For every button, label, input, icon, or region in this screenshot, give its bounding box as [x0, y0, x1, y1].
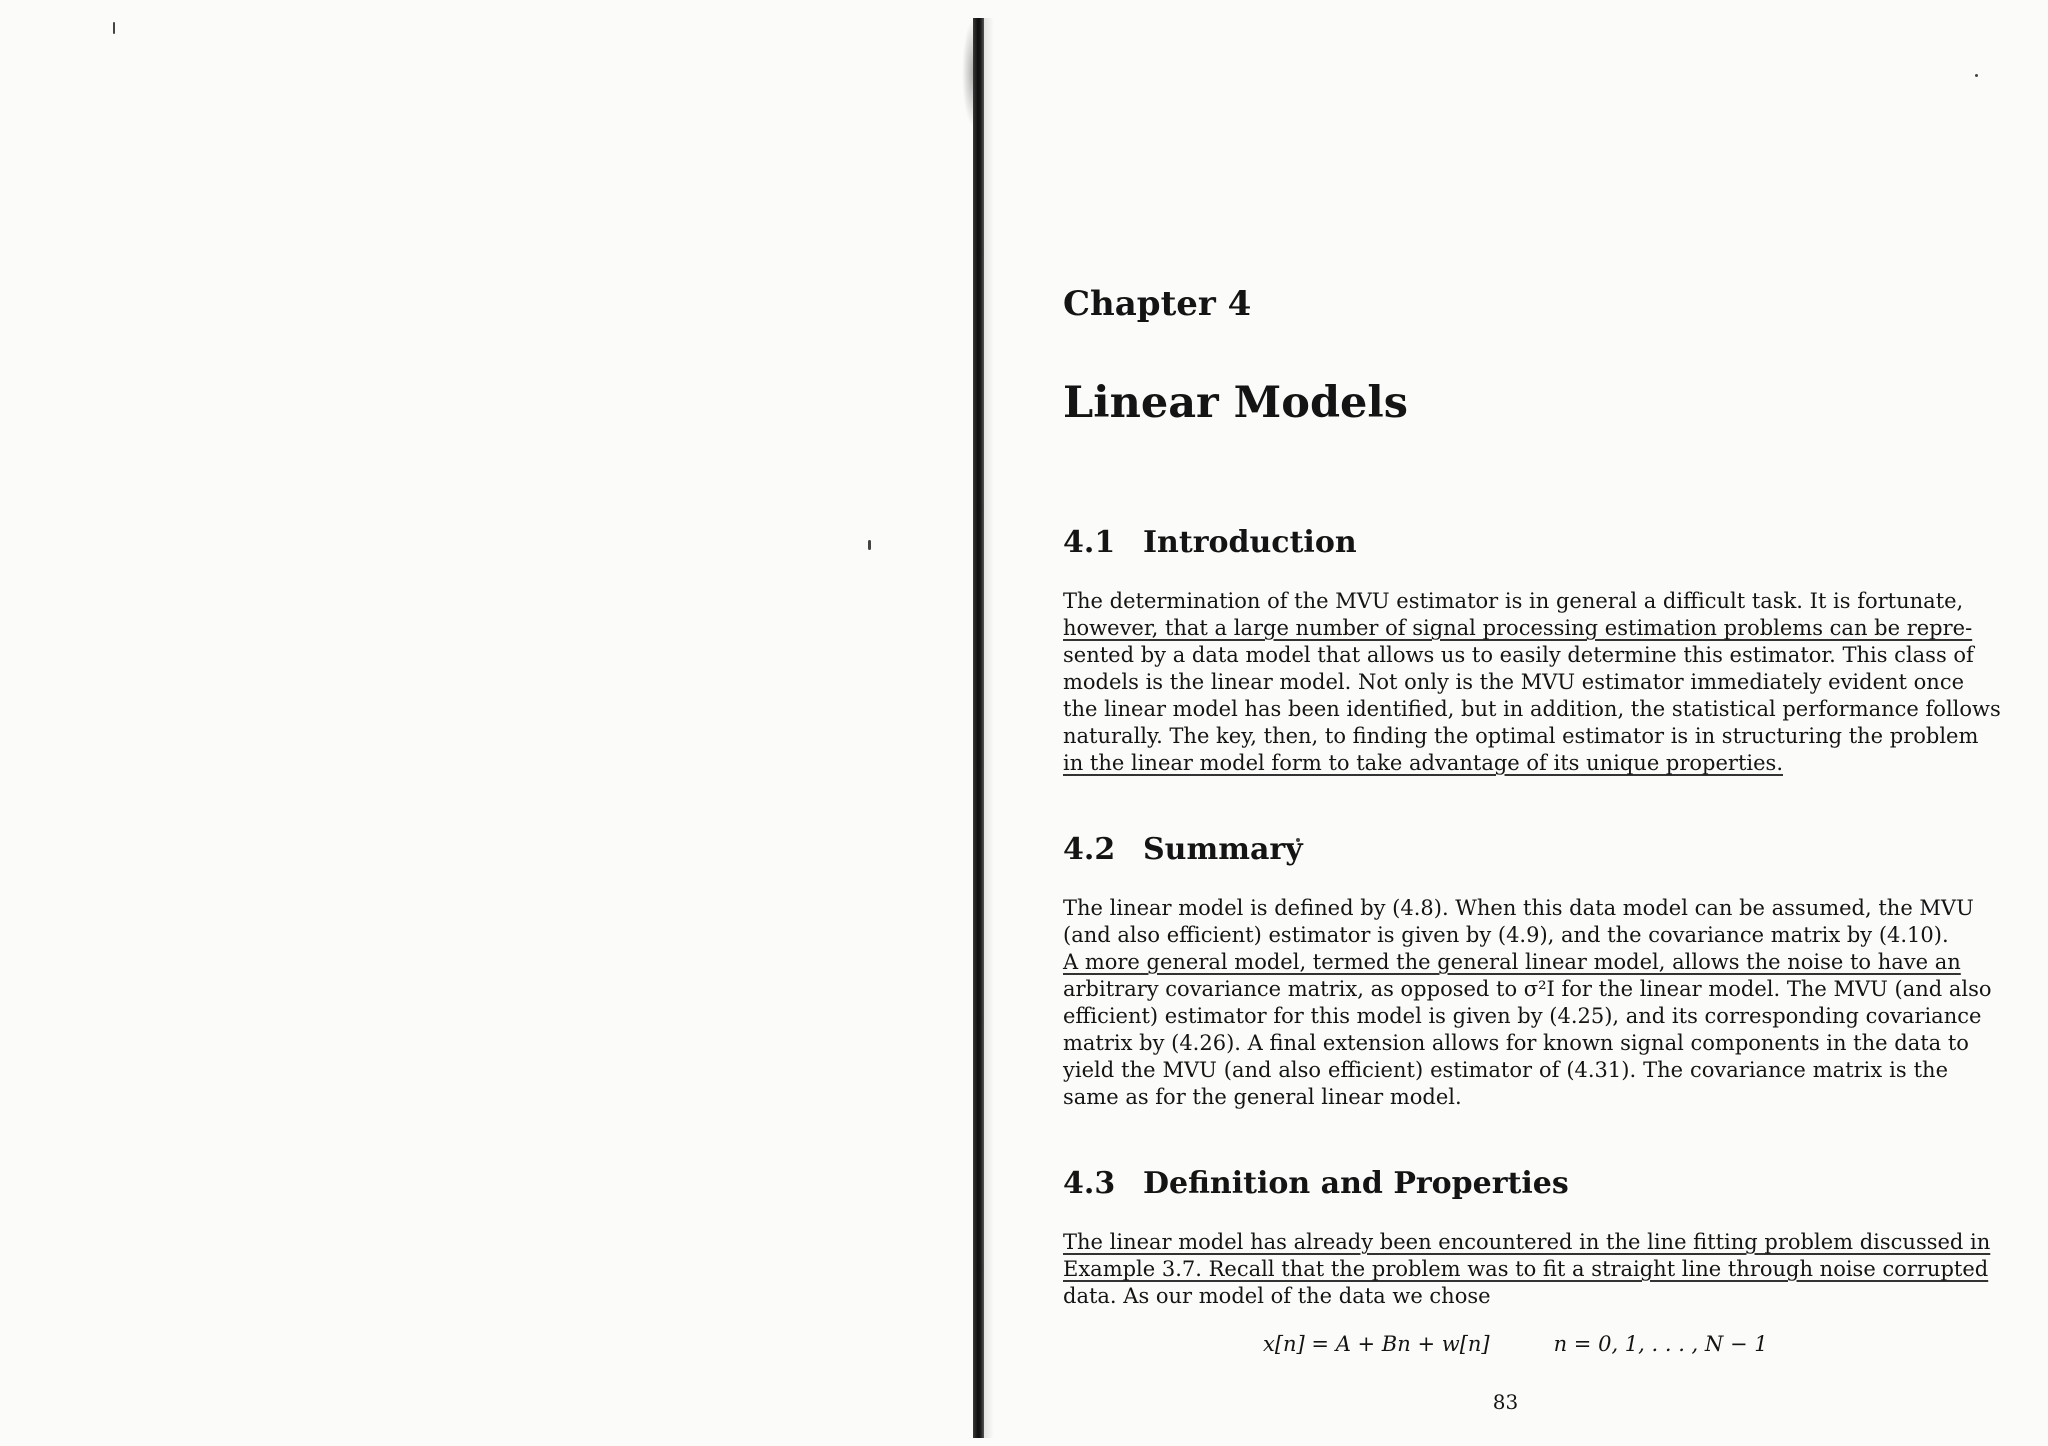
paragraph-line: The linear model is defined by (4.8). When this data model can be assumed, the MVU [1063, 896, 1974, 920]
section-number: 4.2 [1063, 832, 1116, 867]
paragraph-line: yield the MVU (and also efficient) estimator of (4.31). The covariance matrix is the [1063, 1058, 1948, 1082]
paragraph-line: however, that a large number of signal processing estimation problems can be repre- [1063, 616, 1973, 640]
definition-paragraph [1063, 1229, 1991, 1310]
section-heading-definition [1063, 1166, 1569, 1201]
paragraph-line: in the linear model form to take advantage of its unique properties. [1063, 751, 1783, 775]
paragraph-line: The determination of the MVU estimator is in general a difficult task. It is fortunate, [1063, 589, 1964, 613]
paragraph-line: matrix by (4.26). A final extension allows for known signal components in the data to [1063, 1031, 1969, 1055]
paragraph-line: arbitrary covariance matrix, as opposed to σ²I for the linear model. The MVU (and also [1063, 977, 1992, 1001]
paragraph-line: A more general model, termed the general linear model, allows the noise to have an [1063, 950, 1961, 974]
equation-range: n = 0, 1, . . . , N − 1 [1553, 1332, 1768, 1356]
chapter-title: Linear Models [1063, 378, 1408, 428]
section-heading-summary [1063, 832, 1303, 867]
section-number: 4.3 [1063, 1166, 1116, 1201]
scan-speck [868, 540, 871, 550]
equation [1263, 1332, 1768, 1356]
introduction-paragraph [1063, 588, 2001, 777]
paragraph-line: data. As our model of the data we chose [1063, 1284, 1491, 1308]
paragraph-line: models is the linear model. Not only is the MVU estimator immediately evident once [1063, 670, 1965, 694]
right-page [1063, 0, 2001, 1446]
paragraph-line: naturally. The key, then, to finding the optimal estimator is in structuring the problem [1063, 724, 1979, 748]
scan-speck [1975, 74, 1978, 77]
chapter-label: Chapter 4 [1063, 284, 1252, 324]
paragraph-line: same as for the general linear model. [1063, 1085, 1462, 1109]
book-spine [973, 18, 984, 1438]
section-title: Definition and Properties [1143, 1166, 1569, 1201]
section-title: Summary [1143, 832, 1303, 867]
summary-paragraph [1063, 895, 1992, 1111]
paragraph-line: Example 3.7. Recall that the problem was to fit a straight line through noise corrupted [1063, 1257, 1989, 1281]
spine-shadow [984, 18, 994, 1438]
paragraph-line: efficient) estimator for this model is given by (4.25), and its corresponding covariance [1063, 1004, 1982, 1028]
paragraph-line: sented by a data model that allows us to easily determine this estimator. This class of [1063, 643, 1974, 667]
paragraph-line: the linear model has been identified, but in addition, the statistical performance follows [1063, 697, 2001, 721]
section-number: 4.1 [1063, 525, 1116, 560]
section-title: Introduction [1143, 525, 1357, 560]
scan-speck [113, 22, 115, 34]
section-heading-introduction [1063, 525, 1357, 560]
paragraph-line: The linear model has already been encountered in the line fitting problem discussed in [1063, 1230, 1991, 1254]
paragraph-line: (and also efficient) estimator is given by (4.9), and the covariance matrix by (4.10). [1063, 923, 1949, 947]
page-number: 83 [1492, 1390, 1519, 1414]
equation-lhs: x[n] = A + Bn + w[n] [1263, 1332, 1490, 1356]
